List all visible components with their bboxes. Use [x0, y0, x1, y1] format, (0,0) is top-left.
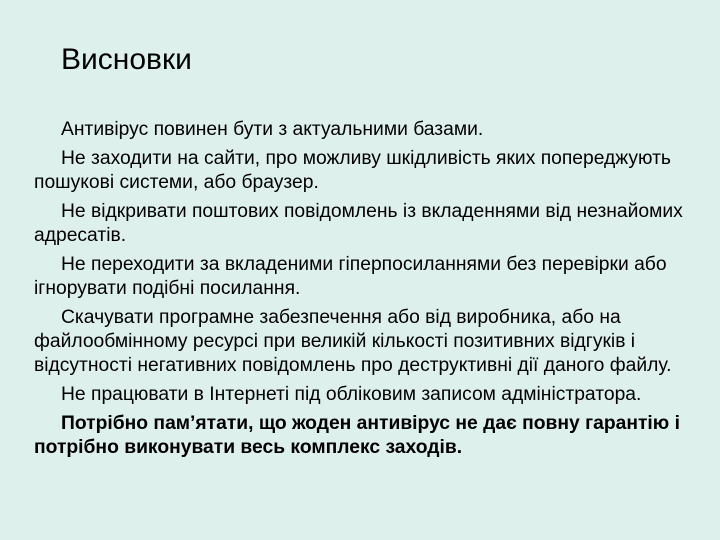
slide-title: Висновки — [61, 43, 192, 76]
paragraph-2: Не заходити на сайти, про можливу шкідливість яких попереджують пошукові системи, або браузер. — [34, 148, 671, 193]
paragraph-1: Антивірус повинен бути з актуальними базами. — [61, 119, 484, 140]
paragraph-4: Не переходити за вкладеними гіперпосиланнями без перевірки або ігнорувати подібні посилання. — [34, 254, 667, 299]
paragraph-7-emphasis: Потрібно пам’ятати, що жоден антивірус не дає повну гарантію і потрібно виконувати весь комплекс заходів. — [34, 413, 680, 458]
paragraph-5: Скачувати програмне забезпечення або від виробника, або на файлообмінному ресурсі при великій кількості позитивних відгуків і відсутності негативних повідомлень про деструктивні дії даного файлу. — [34, 307, 672, 376]
slide-body — [34, 118, 706, 465]
paragraph-6: Не працювати в Інтернеті під обліковим записом адміністратора. — [61, 384, 642, 405]
paragraph-3: Не відкривати поштових повідомлень із вкладеннями від незнайомих адресатів. — [34, 201, 683, 246]
